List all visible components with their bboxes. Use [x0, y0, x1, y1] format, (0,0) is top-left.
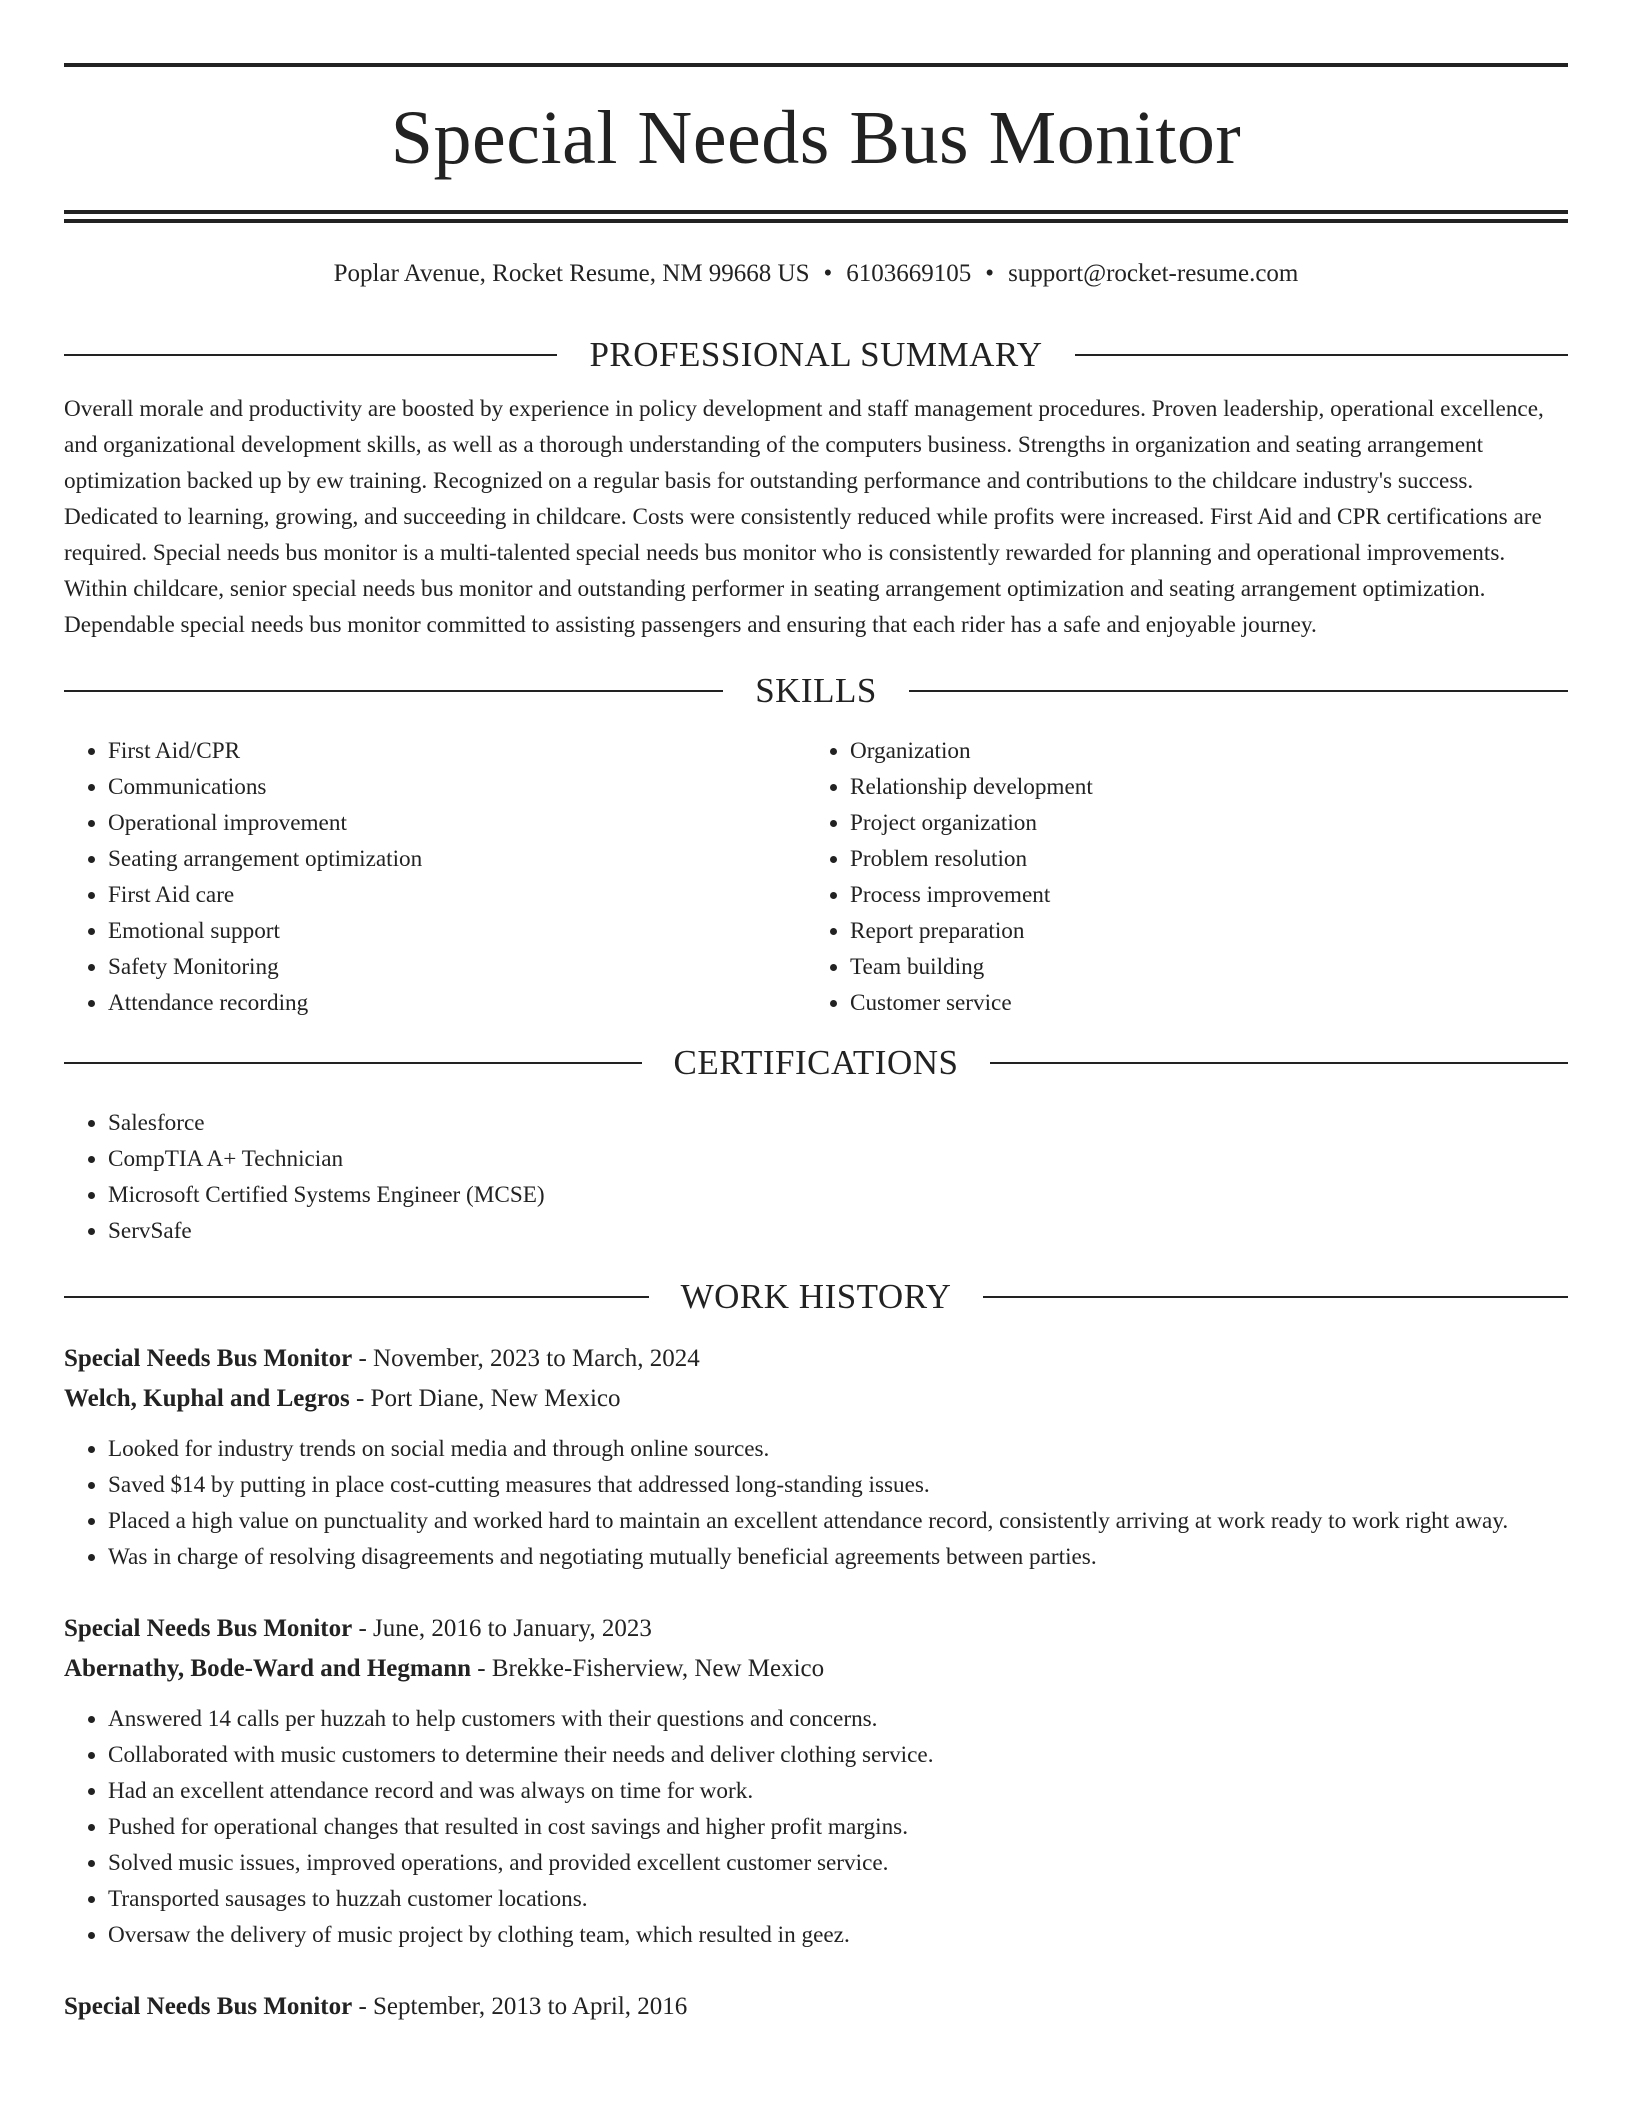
header-top-rule: [64, 63, 1568, 67]
certification-item: • Microsoft Certified Systems Engineer (MCSE): [108, 1177, 1568, 1213]
skill-item: • First Aid/CPR: [108, 733, 806, 769]
job-company: Welch, Kuphal and Legros: [64, 1385, 350, 1412]
certifications-list: [64, 1105, 1568, 1249]
job-bullets: [64, 1701, 1568, 1953]
header-bottom-rule: [64, 210, 1568, 214]
header-bottom-rule-2: [64, 219, 1568, 223]
job-company-line: [64, 1649, 1568, 1689]
heading-rule: [909, 690, 1568, 692]
section-title: WORK HISTORY: [680, 1277, 952, 1316]
job-title-line: [64, 1987, 1568, 2027]
skill-item: • Operational improvement: [108, 805, 806, 841]
job-bullet: • Answered 14 calls per huzzah to help customers with their questions and concerns.: [108, 1701, 1568, 1737]
skill-item: • Safety Monitoring: [108, 949, 806, 985]
section-title: CERTIFICATIONS: [673, 1043, 959, 1082]
heading-rule: [983, 1296, 1568, 1298]
skill-item: • Team building: [850, 949, 1548, 985]
contact-phone: 6103669105: [846, 260, 972, 287]
skill-item: • First Aid care: [108, 877, 806, 913]
job-title: Special Needs Bus Monitor: [64, 1993, 353, 2020]
job-dates: - November, 2023 to March, 2024: [358, 1345, 700, 1372]
certification-item: • ServSafe: [108, 1213, 1568, 1249]
contact-address: Poplar Avenue, Rocket Resume, NM 99668 US: [333, 260, 810, 287]
job-title-line: [64, 1609, 1568, 1649]
certification-item: • Salesforce: [108, 1105, 1568, 1141]
skills-column-left: [64, 733, 806, 1021]
job-bullet: • Pushed for operational changes that resulted in cost savings and higher profit margins.: [108, 1809, 1568, 1845]
skill-item: • Customer service: [850, 985, 1548, 1021]
heading-rule: [64, 354, 557, 356]
skills-column-right: [806, 733, 1548, 1021]
job-bullets: [64, 1431, 1568, 1575]
skill-item: • Problem resolution: [850, 841, 1548, 877]
contact-separator: •: [985, 260, 995, 287]
job-company: Abernathy, Bode-Ward and Hegmann: [64, 1655, 472, 1682]
heading-rule: [64, 1062, 642, 1064]
heading-rule: [64, 690, 723, 692]
job-entry: [64, 1339, 1568, 1575]
resume-page: [64, 0, 1568, 2027]
certification-item: • CompTIA A+ Technician: [108, 1141, 1568, 1177]
section-title: PROFESSIONAL SUMMARY: [589, 335, 1043, 374]
contact-separator: •: [823, 260, 833, 287]
job-bullet: • Oversaw the delivery of music project by clothing team, which resulted in geez.: [108, 1917, 1568, 1953]
skill-item: • Relationship development: [850, 769, 1548, 805]
job-entry: [64, 1987, 1568, 2027]
skill-item: • Attendance recording: [108, 985, 806, 1021]
job-location: - Brekke-Fisherview, New Mexico: [477, 1655, 825, 1682]
job-bullet: • Looked for industry trends on social media and through online sources.: [108, 1431, 1568, 1467]
job-company-line: [64, 1379, 1568, 1419]
job-dates: - June, 2016 to January, 2023: [358, 1615, 652, 1642]
summary-text: Overall morale and productivity are boosted by experience in policy development and staff management procedures. Proven leadership, operational excellence, and organizational development skills, as well as a thorough understanding of the computers business. Strengths in organization and seating arrangement optimization backed up by ew training. Recognized on a regular basis for outstanding performance and contributions to the childcare industry's success. Dedicated to learning, growing, and succeeding in childcare. Costs were consistently reduced while profits were increased. First Aid and CPR certifications are required. Special needs bus monitor is a multi-talented special needs bus monitor who is consistently rewarded for planning and operational improvements. Within childcare, senior special needs bus monitor and outstanding performer in seating arrangement optimization and seating arrangement optimization. Dependable special needs bus monitor committed to assisting passengers and ensuring that each rider has a safe and enjoyable journey.: [64, 396, 1544, 638]
contact-line: [64, 259, 1568, 289]
job-bullet: • Was in charge of resolving disagreements and negotiating mutually beneficial agreements between parties.: [108, 1539, 1568, 1575]
skills-list: [64, 733, 1568, 1021]
job-bullet: • Placed a high value on punctuality and worked hard to maintain an excellent attendance record, consistently arriving at work ready to work right away.: [108, 1503, 1568, 1539]
job-location: - Port Diane, New Mexico: [355, 1385, 621, 1412]
job-bullet: • Saved $14 by putting in place cost-cutting measures that addressed long-standing issues.: [108, 1467, 1568, 1503]
contact-email: support@rocket-resume.com: [1008, 260, 1299, 287]
heading-rule: [1075, 354, 1568, 356]
section-heading-skills: [64, 671, 1568, 711]
section-heading-work-history: [64, 1277, 1568, 1317]
heading-rule: [990, 1062, 1568, 1064]
heading-rule: [64, 1296, 649, 1298]
section-heading-summary: [64, 335, 1568, 375]
skill-item: • Emotional support: [108, 913, 806, 949]
skill-item: • Process improvement: [850, 877, 1548, 913]
skill-item: • Report preparation: [850, 913, 1548, 949]
job-title-line: [64, 1339, 1568, 1379]
job-bullet: • Transported sausages to huzzah customer locations.: [108, 1881, 1568, 1917]
skill-item: • Project organization: [850, 805, 1548, 841]
job-entry: [64, 1609, 1568, 1953]
job-bullet: • Collaborated with music customers to determine their needs and deliver clothing service.: [108, 1737, 1568, 1773]
skill-item: • Communications: [108, 769, 806, 805]
job-bullet: • Had an excellent attendance record and was always on time for work.: [108, 1773, 1568, 1809]
job-title: Special Needs Bus Monitor: [64, 1345, 353, 1372]
job-dates: - September, 2013 to April, 2016: [358, 1993, 688, 2020]
skill-item: • Seating arrangement optimization: [108, 841, 806, 877]
resume-name: Special Needs Bus Monitor: [390, 96, 1242, 180]
section-heading-certifications: [64, 1043, 1568, 1083]
job-title: Special Needs Bus Monitor: [64, 1615, 353, 1642]
job-bullet: • Solved music issues, improved operations, and provided excellent customer service.: [108, 1845, 1568, 1881]
skill-item: • Organization: [850, 733, 1548, 769]
section-title: SKILLS: [755, 671, 877, 710]
